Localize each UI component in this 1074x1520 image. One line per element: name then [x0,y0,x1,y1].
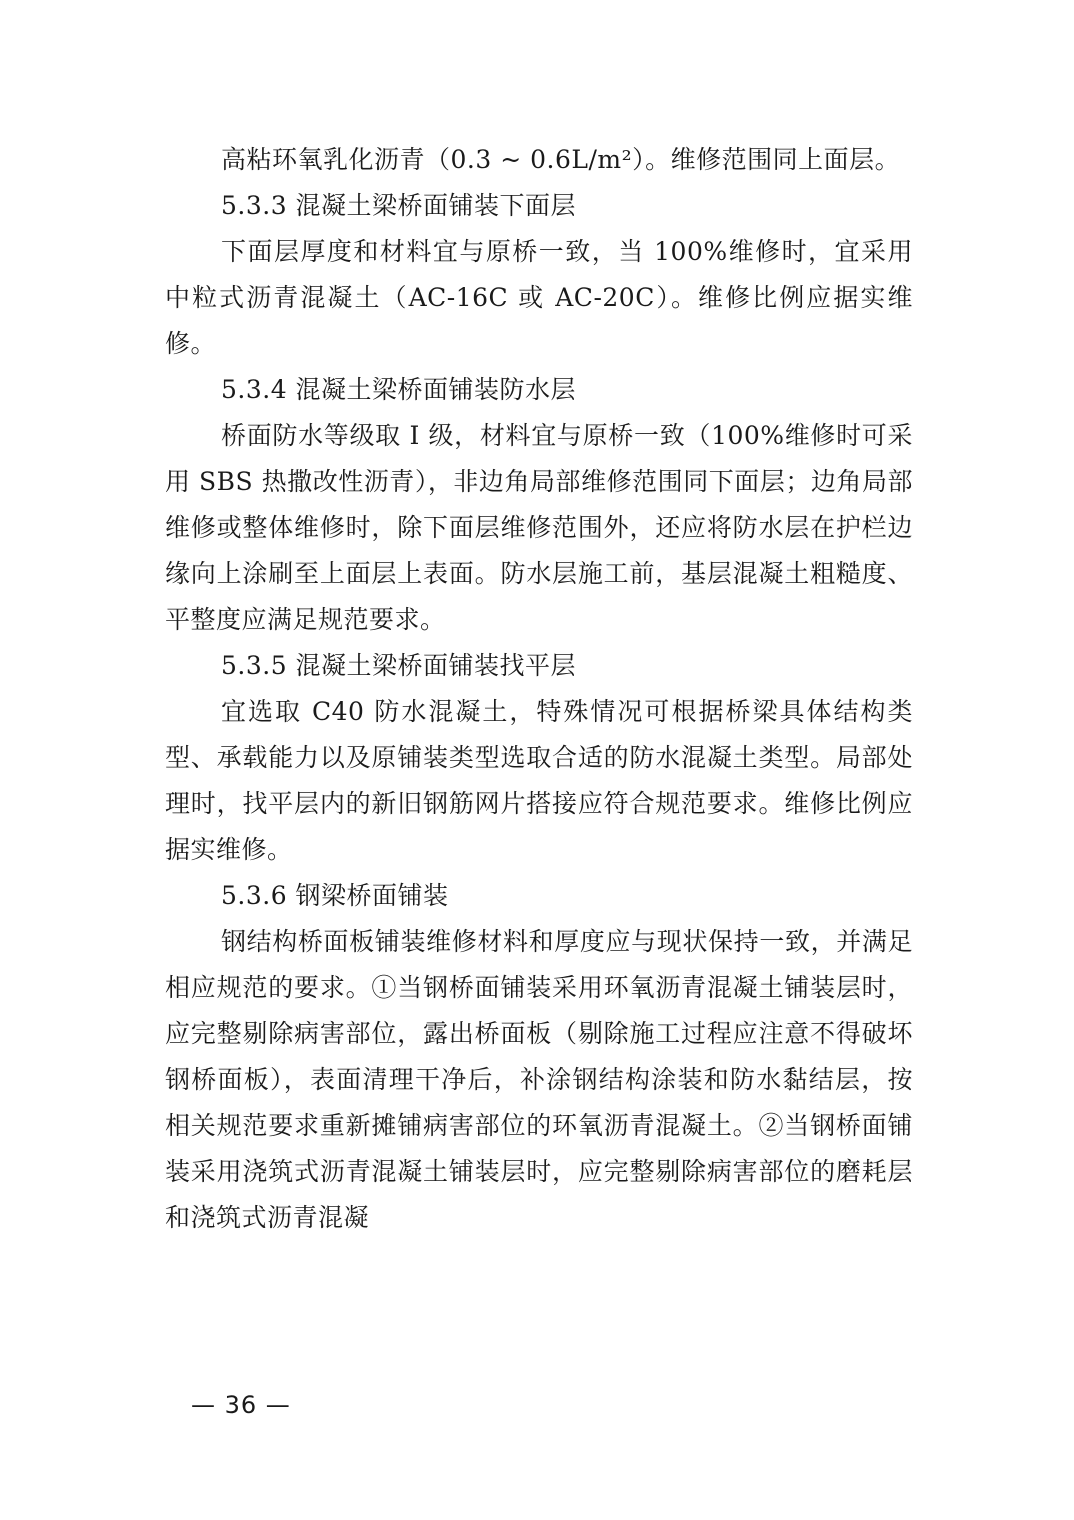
page-number: — 36 — [191,1391,291,1419]
paragraph-emulsified-asphalt: 高粘环氧乳化沥青（0.3 ~ 0.6L/m²）。维修范围同上面层。 [221,145,901,174]
section-heading-5-3-3: 5.3.3 混凝土梁桥面铺装下面层 [221,191,577,220]
section-heading-5-3-5: 5.3.5 混凝土梁桥面铺装找平层 [221,651,577,680]
section-heading-5-3-6: 5.3.6 钢梁桥面铺装 [221,881,449,910]
paragraph-lower-layer: 下面层厚度和材料宜与原桥一致，当 100%维修时，宜采用中粒式沥青混凝土（AC-16C 或 AC-20C）。维修比例应据实维修。 [165,237,913,358]
section-heading-5-3-4: 5.3.4 混凝土梁桥面铺装防水层 [221,375,577,404]
paragraph-leveling-layer: 宜选取 C40 防水混凝土，特殊情况可根据桥梁具体结构类型、承载能力以及原铺装类型选取合适的防水混凝土类型。局部处理时，找平层内的新旧钢筋网片搭接应符合规范要求。维修比例应据实维修。 [165,697,913,864]
paragraph-steel-deck-paving: 钢结构桥面板铺装维修材料和厚度应与现状保持一致，并满足相应规范的要求。①当钢桥面铺装采用环氧沥青混凝土铺装层时，应完整剔除病害部位，露出桥面板（剔除施工过程应注意不得破坏钢桥面板），表面清理干净后，补涂钢结构涂装和防水黏结层，按相关规范要求重新摊铺病害部位的环氧沥青混凝土。②当钢桥面铺装采用浇筑式沥青混凝土铺装层时，应完整剔除病害部位的磨耗层和浇筑式沥青混凝 [165,927,913,1232]
page-body [165,137,913,1241]
paragraph-waterproof-layer: 桥面防水等级取 I 级，材料宜与原桥一致（100%维修时可采用 SBS 热撒改性沥青），非边角局部维修范围同下面层；边角局部维修或整体维修时，除下面层维修范围外，还应将防水层在护栏边缘向上涂刷至上面层上表面。防水层施工前，基层混凝土粗糙度、平整度应满足规范要求。 [165,421,913,634]
